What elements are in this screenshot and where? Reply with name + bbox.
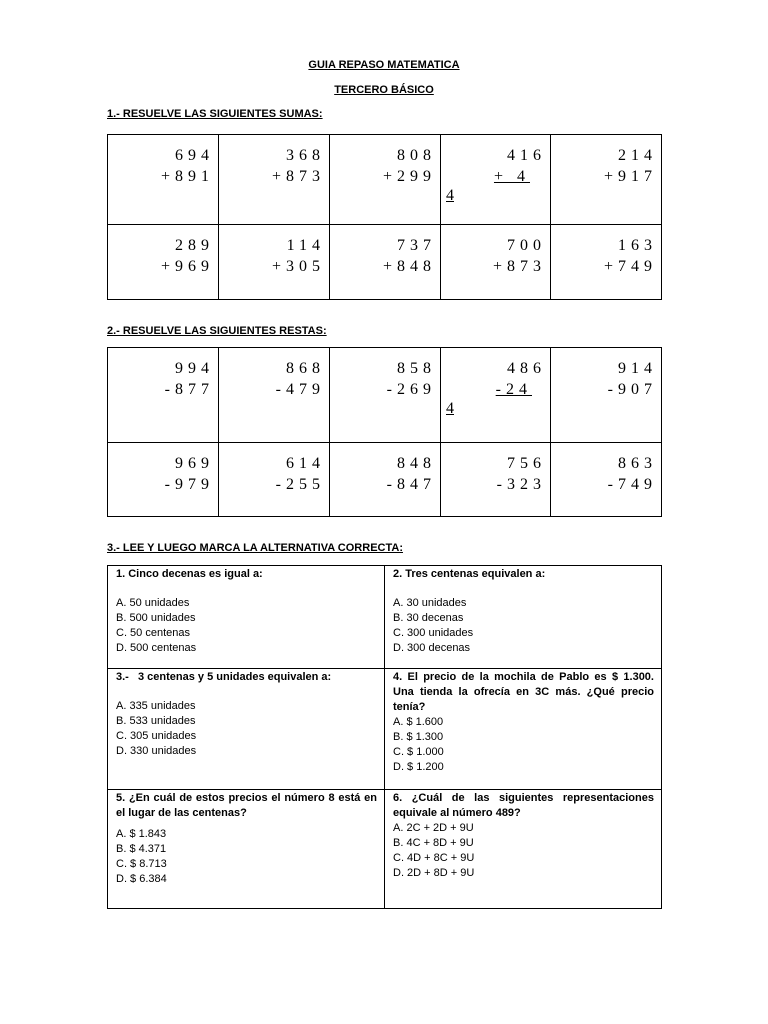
subtraction-cell xyxy=(108,348,219,443)
multiple-choice-table xyxy=(107,565,662,909)
question-text: 4. El precio de la mochila de Pablo es $ 1.300. Una tienda la ofrecía en 3C más. ¿Qué precio tenía? xyxy=(393,671,654,713)
option-a[interactable]: A. 335 unidades xyxy=(116,700,196,712)
subtraction-cell xyxy=(551,443,662,517)
operand-bottom: -24 xyxy=(495,381,532,398)
subtraction-cell xyxy=(219,348,330,443)
subtraction-cell xyxy=(219,443,330,517)
option-b[interactable]: B. $ 4.371 xyxy=(116,843,167,855)
operand-top: 114 xyxy=(286,237,325,254)
option-a[interactable]: A. $ 1.843 xyxy=(116,828,167,840)
operand-bottom: -269 xyxy=(386,381,436,398)
operand-top: 848 xyxy=(397,455,436,472)
operand-top: 994 xyxy=(175,360,214,377)
operand-top: 614 xyxy=(286,455,325,472)
question-text: 2. Tres centenas equivalen a: xyxy=(393,568,546,580)
operand-top: 969 xyxy=(175,455,214,472)
sum-cell xyxy=(551,225,662,300)
operand-top: 416 xyxy=(507,147,546,164)
operand-top: 914 xyxy=(618,360,657,377)
question-text: 5. ¿En cuál de estos precios el número 8 está en el lugar de las centenas? xyxy=(116,792,377,819)
operand-top: 289 xyxy=(175,237,214,254)
operand-top: 486 xyxy=(507,360,546,377)
option-b[interactable]: B. 30 decenas xyxy=(393,612,464,624)
subtractions-table xyxy=(107,347,662,517)
operand-top: 756 xyxy=(507,455,546,472)
question-text: 6. ¿Cuál de las siguientes representaciones equivale al número 489? xyxy=(393,792,654,819)
subtractions-section-title: 2.- RESUELVE LAS SIGUIENTES RESTAS: xyxy=(107,325,327,337)
option-b[interactable]: B. $ 1.300 xyxy=(393,731,444,743)
operand-bottom: +969 xyxy=(160,258,214,275)
subtraction-cell xyxy=(441,443,551,517)
page-subtitle: TERCERO BÁSICO xyxy=(334,84,434,96)
question-cell xyxy=(108,566,385,669)
option-c[interactable]: C. $ 8.713 xyxy=(116,858,167,870)
sums-section-title: 1.- RESUELVE LAS SIGUIENTES SUMAS: xyxy=(107,108,323,120)
operand-bottom: +299 xyxy=(382,168,436,185)
operand-top: 868 xyxy=(286,360,325,377)
operand-bottom: +848 xyxy=(382,258,436,275)
question-cell xyxy=(108,790,385,909)
option-a[interactable]: A. $ 1.600 xyxy=(393,716,444,728)
operand-top: 694 xyxy=(175,147,214,164)
option-a[interactable]: A. 30 unidades xyxy=(393,597,467,609)
operand-bottom: +873 xyxy=(492,258,546,275)
option-b[interactable]: B. 500 unidades xyxy=(116,612,196,624)
sum-cell xyxy=(108,135,219,225)
option-c[interactable]: C. 4D + 8C + 9U xyxy=(393,852,475,864)
sum-cell xyxy=(441,135,551,225)
sum-cell xyxy=(330,135,441,225)
option-d[interactable]: D. 2D + 8D + 9U xyxy=(393,867,475,879)
option-d[interactable]: D. $ 6.384 xyxy=(116,873,167,885)
question-cell xyxy=(385,669,662,790)
option-d[interactable]: D. 500 centenas xyxy=(116,642,197,654)
question-text: 3.- 3 centenas y 5 unidades equivalen a: xyxy=(116,671,332,683)
subtraction-cell xyxy=(330,348,441,443)
sum-cell xyxy=(219,135,330,225)
operand-top: 858 xyxy=(397,360,436,377)
option-a[interactable]: A. 2C + 2D + 9U xyxy=(393,822,474,834)
stray-digit: 4 xyxy=(446,400,454,417)
option-d[interactable]: D. $ 1.200 xyxy=(393,761,444,773)
sum-cell xyxy=(551,135,662,225)
sum-cell xyxy=(108,225,219,300)
operand-bottom: +891 xyxy=(160,168,214,185)
operand-bottom: -907 xyxy=(607,381,657,398)
stray-digit: 4 xyxy=(446,187,454,204)
multiple-choice-section-title: 3.- LEE Y LUEGO MARCA LA ALTERNATIVA CORRECTA: xyxy=(107,542,403,554)
sum-cell xyxy=(330,225,441,300)
question-text: 1. Cinco decenas es igual a: xyxy=(116,568,263,580)
operand-top: 163 xyxy=(618,237,657,254)
operand-bottom: +873 xyxy=(271,168,325,185)
operand-top: 863 xyxy=(618,455,657,472)
sums-table xyxy=(107,134,662,300)
operand-top: 808 xyxy=(397,147,436,164)
option-c[interactable]: C. 300 unidades xyxy=(393,627,474,639)
operand-bottom: +917 xyxy=(603,168,657,185)
operand-bottom: +749 xyxy=(603,258,657,275)
option-a[interactable]: A. 50 unidades xyxy=(116,597,190,609)
question-cell xyxy=(108,669,385,790)
subtraction-cell xyxy=(330,443,441,517)
subtraction-cell xyxy=(441,348,551,443)
operand-bottom: -323 xyxy=(496,476,546,493)
operand-top: 368 xyxy=(286,147,325,164)
option-b[interactable]: B. 4C + 8D + 9U xyxy=(393,837,474,849)
operand-bottom: -479 xyxy=(275,381,325,398)
option-c[interactable]: C. $ 1.000 xyxy=(393,746,444,758)
operand-bottom: -749 xyxy=(607,476,657,493)
sum-cell xyxy=(441,225,551,300)
question-cell xyxy=(385,790,662,909)
operand-bottom: -877 xyxy=(164,381,214,398)
question-cell xyxy=(385,566,662,669)
operand-top: 214 xyxy=(618,147,657,164)
option-d[interactable]: D. 330 unidades xyxy=(116,745,197,757)
operand-top: 700 xyxy=(507,237,546,254)
option-d[interactable]: D. 300 decenas xyxy=(393,642,471,654)
option-c[interactable]: C. 305 unidades xyxy=(116,730,197,742)
operand-bottom: +305 xyxy=(271,258,325,275)
operand-bottom: + 4 xyxy=(493,168,530,185)
subtraction-cell xyxy=(551,348,662,443)
subtraction-cell xyxy=(108,443,219,517)
page-title: GUIA REPASO MATEMATICA xyxy=(308,59,460,71)
operand-bottom: -979 xyxy=(164,476,214,493)
option-c[interactable]: C. 50 centenas xyxy=(116,627,190,639)
sum-cell xyxy=(219,225,330,300)
option-b[interactable]: B. 533 unidades xyxy=(116,715,196,727)
operand-top: 737 xyxy=(397,237,436,254)
operand-bottom: -847 xyxy=(386,476,436,493)
operand-bottom: -255 xyxy=(275,476,325,493)
